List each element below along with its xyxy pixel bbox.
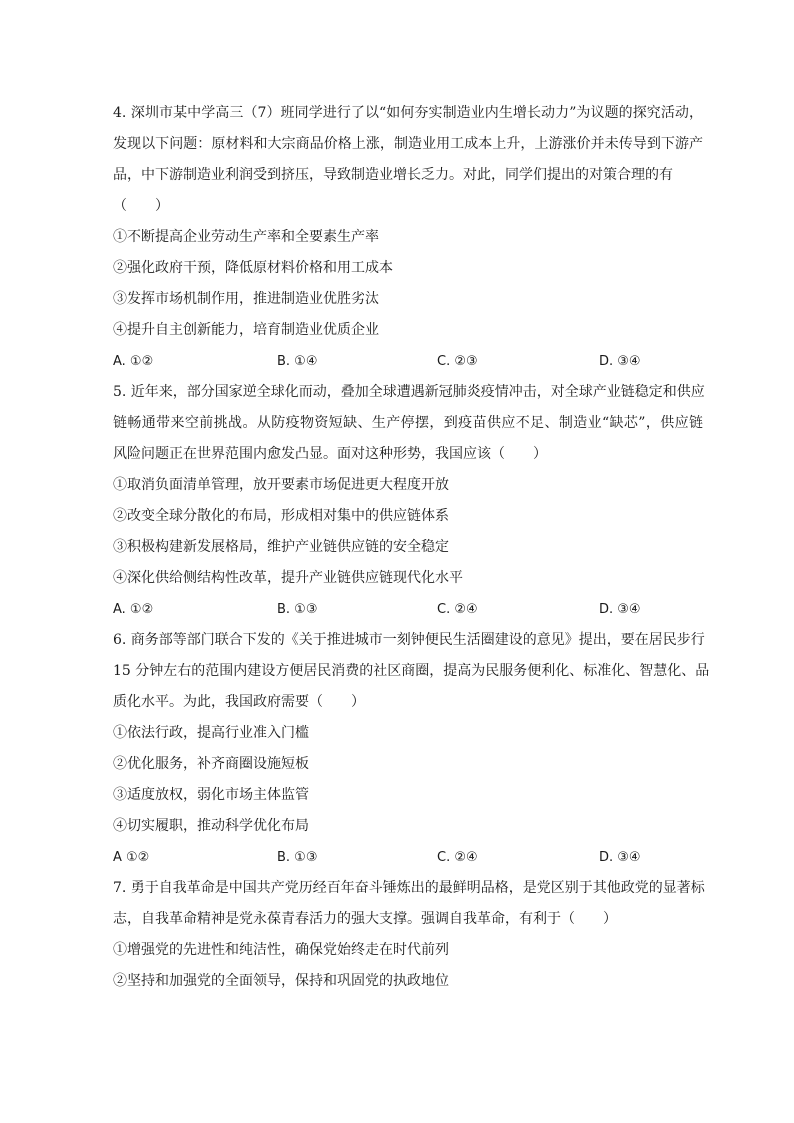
question-5-item-1: ①取消负面清单管理，放开要素市场促进更大程度开放 bbox=[113, 477, 449, 493]
exam-page bbox=[113, 98, 710, 997]
question-7-stem-line-2: 志，自我革命精神是党永葆青春活力的强大支撑。强调自我革命，有利于（ ） bbox=[113, 911, 617, 927]
question-7 bbox=[113, 873, 703, 997]
question-4-stem-line-1: 4. 深圳市某中学高三（7）班同学进行了以“如何夯实制造业内生增长动力”为议题的探究活动， bbox=[113, 105, 703, 121]
question-5-option-c: C. ②④ bbox=[437, 602, 478, 617]
question-4-stem-line-2: 发现以下问题：原材料和大宗商品价格上涨，制造业用工成本上升，上游涨价并未传导到下游产 bbox=[113, 136, 703, 152]
question-6-item-2: ②优化服务，补齐商圈设施短板 bbox=[113, 756, 309, 772]
question-4-stem-line-3: 品，中下游制造业利润受到挤压，导致制造业增长乏力。对此，同学们提出的对策合理的有 bbox=[113, 167, 673, 183]
question-6-option-a: A ①② bbox=[113, 850, 150, 865]
question-7-item-1: ①增强党的先进性和纯洁性，确保党始终走在时代前列 bbox=[113, 942, 449, 958]
question-6-item-3: ③适度放权，弱化市场主体监管 bbox=[113, 787, 309, 803]
question-5-stem-line-1: 5. 近年来，部分国家逆全球化而动，叠加全球遭遇新冠肺炎疫情冲击，对全球产业链稳定和供应 bbox=[113, 384, 705, 400]
question-5-option-a: A. ①② bbox=[113, 602, 154, 617]
question-4-item-1: ①不断提高企业劳动生产率和全要素生产率 bbox=[113, 229, 379, 245]
question-5-item-2: ②改变全球分散化的布局，形成相对集中的供应链体系 bbox=[113, 508, 449, 524]
question-6-item-1: ①依法行政，提高行业准入门槛 bbox=[113, 725, 309, 741]
question-6-stem-line-3: 质化水平。为此，我国政府需要（ ） bbox=[113, 694, 365, 710]
question-4-option-c: C. ②③ bbox=[437, 354, 478, 369]
question-4-item-4: ④提升自主创新能力，培育制造业优质企业 bbox=[113, 322, 379, 338]
question-4-option-b: B. ①④ bbox=[277, 354, 318, 369]
question-5-item-4: ④深化供给侧结构性改革，提升产业链供应链现代化水平 bbox=[113, 570, 463, 586]
question-5-stem-line-3: 风险问题正在世界范围内愈发凸显。面对这种形势，我国应该（ ） bbox=[113, 446, 547, 462]
question-5-option-d: D. ③④ bbox=[599, 602, 641, 617]
question-7-stem-line-1: 7. 勇于自我革命是中国共产党历经百年奋斗锤炼出的最鲜明品格，是党区别于其他政党的显著标 bbox=[113, 880, 705, 896]
question-4-option-a: A. ①② bbox=[113, 354, 154, 369]
question-4-item-3: ③发挥市场机制作用，推进制造业优胜劣汰 bbox=[113, 291, 379, 307]
question-6-stem-line-2: 15 分钟左右的范围内建设方便居民消费的社区商圈，提高为民服务便利化、标准化、智慧化、品 bbox=[113, 663, 710, 679]
question-5-item-3: ③积极构建新发展格局，维护产业链供应链的安全稳定 bbox=[113, 539, 449, 555]
question-6-stem-line-1: 6. 商务部等部门联合下发的《关于推进城市一刻钟便民生活圈建设的意见》提出，要在居民步行 bbox=[113, 632, 705, 648]
question-7-item-2: ②坚持和加强党的全面领导，保持和巩固党的执政地位 bbox=[113, 973, 449, 989]
question-6-option-b: B. ①③ bbox=[277, 850, 318, 865]
question-5-stem-line-2: 链畅通带来空前挑战。从防疫物资短缺、生产停摆，到疫苗供应不足、制造业“缺芯”，供应链 bbox=[113, 415, 703, 431]
question-4-answer-blank: （ ） bbox=[113, 198, 169, 214]
question-4-options bbox=[113, 346, 703, 377]
question-5-options bbox=[113, 594, 703, 625]
question-5 bbox=[113, 377, 703, 625]
question-6-options bbox=[113, 842, 703, 873]
question-4-item-2: ②强化政府干预，降低原材料价格和用工成本 bbox=[113, 260, 393, 276]
question-5-option-b: B. ①③ bbox=[277, 602, 318, 617]
question-4-option-d: D. ③④ bbox=[599, 354, 641, 369]
question-6-option-d: D. ③④ bbox=[599, 850, 641, 865]
question-4 bbox=[113, 98, 703, 377]
question-6 bbox=[113, 625, 710, 873]
question-6-item-4: ④切实履职，推动科学优化布局 bbox=[113, 818, 309, 834]
question-6-option-c: C. ②④ bbox=[437, 850, 478, 865]
